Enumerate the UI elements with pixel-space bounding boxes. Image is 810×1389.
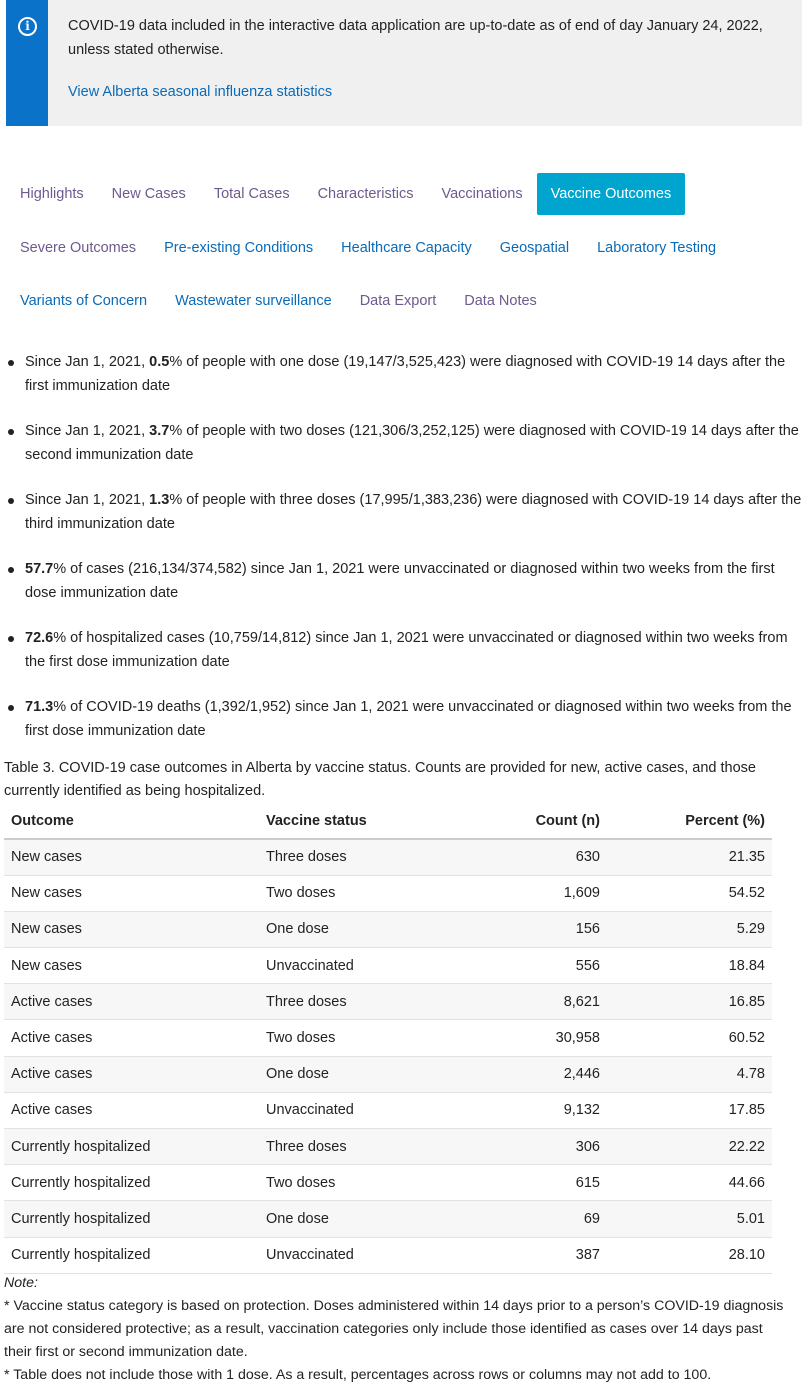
- cell-count: 630: [459, 839, 607, 875]
- tab-vaccinations[interactable]: Vaccinations: [441, 186, 523, 202]
- cell-vaccine-status: Two doses: [259, 1020, 459, 1056]
- tab-wastewater-surveillance[interactable]: Wastewater surveillance: [175, 293, 332, 309]
- cell-vaccine-status: One dose: [259, 1056, 459, 1092]
- cell-percent: 28.10: [607, 1237, 772, 1273]
- cell-vaccine-status: One dose: [259, 911, 459, 947]
- table-row: [4, 1237, 772, 1273]
- list-item: Since Jan 1, 2021, 0.5% of people with one dose (19,147/3,525,423) were diagnosed with COVID-19 14 days after the first immunization date: [6, 350, 806, 398]
- cell-percent: 54.52: [607, 875, 772, 911]
- table-row: [4, 911, 772, 947]
- outcomes-table: [4, 804, 772, 1274]
- table-body: [4, 839, 772, 1273]
- tab-row-2: [6, 226, 730, 270]
- cell-outcome: Active cases: [4, 984, 259, 1020]
- cell-percent: 5.01: [607, 1201, 772, 1237]
- tab-laboratory-testing[interactable]: Laboratory Testing: [597, 240, 717, 256]
- notice-accent-bar: [6, 0, 48, 126]
- tab-severe-outcomes[interactable]: Severe Outcomes: [20, 240, 137, 256]
- table-row: [4, 984, 772, 1020]
- tab-pre-existing-conditions[interactable]: Pre-existing Conditions: [164, 240, 314, 256]
- note-line-1: * Vaccine status category is based on protection. Doses administered within 14 days prior to a person’s COVID-19 diagnosis are not considered protective; as a result, vaccination categories only include those identified as cases over 14 days past their first or second immunization date.: [4, 1298, 784, 1360]
- cell-outcome: New cases: [4, 875, 259, 911]
- cell-outcome: Active cases: [4, 1020, 259, 1056]
- cell-outcome: Active cases: [4, 1056, 259, 1092]
- cell-outcome: Currently hospitalized: [4, 1165, 259, 1201]
- cell-count: 387: [459, 1237, 607, 1273]
- cell-outcome: Currently hospitalized: [4, 1201, 259, 1237]
- header-count: Count (n): [459, 804, 607, 839]
- tab-highlights[interactable]: Highlights: [20, 186, 84, 202]
- tab-data-export[interactable]: Data Export: [359, 293, 437, 309]
- tab-total-cases[interactable]: Total Cases: [213, 186, 290, 202]
- vaccine-outcome-highlights: [6, 350, 806, 764]
- table-row: [4, 1201, 772, 1237]
- table-row: [4, 1056, 772, 1092]
- tab-row-3: [6, 279, 551, 323]
- table-header-row: [4, 804, 772, 839]
- cell-count: 8,621: [459, 984, 607, 1020]
- tab-row-1: [6, 172, 685, 216]
- table-note: [4, 1272, 794, 1387]
- info-icon: i: [18, 17, 37, 36]
- cell-vaccine-status: One dose: [259, 1201, 459, 1237]
- tab-data-notes[interactable]: Data Notes: [464, 293, 537, 309]
- cell-outcome: Currently hospitalized: [4, 1237, 259, 1273]
- cell-vaccine-status: Two doses: [259, 1165, 459, 1201]
- cell-count: 30,958: [459, 1020, 607, 1056]
- table-row: [4, 1020, 772, 1056]
- cell-count: 1,609: [459, 875, 607, 911]
- cell-vaccine-status: Three doses: [259, 839, 459, 875]
- tab-characteristics[interactable]: Characteristics: [317, 186, 414, 202]
- tab-vaccine-outcomes[interactable]: Vaccine Outcomes: [537, 173, 686, 215]
- cell-vaccine-status: Unvaccinated: [259, 948, 459, 984]
- tab-geospatial[interactable]: Geospatial: [499, 240, 570, 256]
- table-row: [4, 1129, 772, 1165]
- tab-healthcare-capacity[interactable]: Healthcare Capacity: [341, 240, 472, 256]
- cell-percent: 16.85: [607, 984, 772, 1020]
- cell-vaccine-status: Unvaccinated: [259, 1092, 459, 1128]
- cell-count: 556: [459, 948, 607, 984]
- cell-outcome: New cases: [4, 839, 259, 875]
- cell-percent: 5.29: [607, 911, 772, 947]
- notice-text: COVID-19 data included in the interactive data application are up-to-date as of end of day January 24, 2022, unless stated otherwise.: [68, 18, 763, 58]
- cell-count: 306: [459, 1129, 607, 1165]
- tab-new-cases[interactable]: New Cases: [111, 186, 186, 202]
- data-notice-banner: [6, 0, 802, 126]
- list-item: Since Jan 1, 2021, 1.3% of people with three doses (17,995/1,383,236) were diagnosed with COVID-19 14 days after the third immunization date: [6, 488, 806, 536]
- note-label: Note:: [4, 1275, 38, 1291]
- header-vaccine-status: Vaccine status: [259, 804, 459, 839]
- list-item: 57.7% of cases (216,134/374,582) since Jan 1, 2021 were unvaccinated or diagnosed within two weeks from the first dose immunization date: [6, 557, 806, 605]
- table-row: [4, 839, 772, 875]
- cell-count: 156: [459, 911, 607, 947]
- cell-vaccine-status: Three doses: [259, 1129, 459, 1165]
- cell-outcome: New cases: [4, 911, 259, 947]
- cell-percent: 21.35: [607, 839, 772, 875]
- header-outcome: Outcome: [4, 804, 259, 839]
- header-percent: Percent (%): [607, 804, 772, 839]
- table-row: [4, 1092, 772, 1128]
- table-row: [4, 948, 772, 984]
- table-row: [4, 1165, 772, 1201]
- cell-vaccine-status: Unvaccinated: [259, 1237, 459, 1273]
- cell-vaccine-status: Two doses: [259, 875, 459, 911]
- cell-outcome: Currently hospitalized: [4, 1129, 259, 1165]
- cell-percent: 60.52: [607, 1020, 772, 1056]
- tab-variants-of-concern[interactable]: Variants of Concern: [20, 293, 148, 309]
- influenza-statistics-link[interactable]: View Alberta seasonal influenza statistics: [68, 84, 333, 100]
- cell-percent: 22.22: [607, 1129, 772, 1165]
- cell-count: 69: [459, 1201, 607, 1237]
- cell-outcome: New cases: [4, 948, 259, 984]
- cell-outcome: Active cases: [4, 1092, 259, 1128]
- cell-percent: 17.85: [607, 1092, 772, 1128]
- cell-count: 2,446: [459, 1056, 607, 1092]
- cell-count: 9,132: [459, 1092, 607, 1128]
- cell-vaccine-status: Three doses: [259, 984, 459, 1020]
- cell-percent: 4.78: [607, 1056, 772, 1092]
- list-item: 72.6% of hospitalized cases (10,759/14,812) since Jan 1, 2021 were unvaccinated or diagnosed within two weeks from the first dose immunization date: [6, 626, 806, 674]
- table-caption: Table 3. COVID-19 case outcomes in Alberta by vaccine status. Counts are provided for new, active cases, and those currently identified as being hospitalized.: [4, 760, 756, 799]
- table-row: [4, 875, 772, 911]
- cell-percent: 44.66: [607, 1165, 772, 1201]
- list-item: Since Jan 1, 2021, 3.7% of people with two doses (121,306/3,252,125) were diagnosed with COVID-19 14 days after the second immunization date: [6, 419, 806, 467]
- cell-count: 615: [459, 1165, 607, 1201]
- cell-percent: 18.84: [607, 948, 772, 984]
- note-line-2: * Table does not include those with 1 dose. As a result, percentages across rows or columns may not add to 100.: [4, 1367, 712, 1383]
- list-item: 71.3% of COVID-19 deaths (1,392/1,952) since Jan 1, 2021 were unvaccinated or diagnosed within two weeks from the first dose immunization date: [6, 695, 806, 743]
